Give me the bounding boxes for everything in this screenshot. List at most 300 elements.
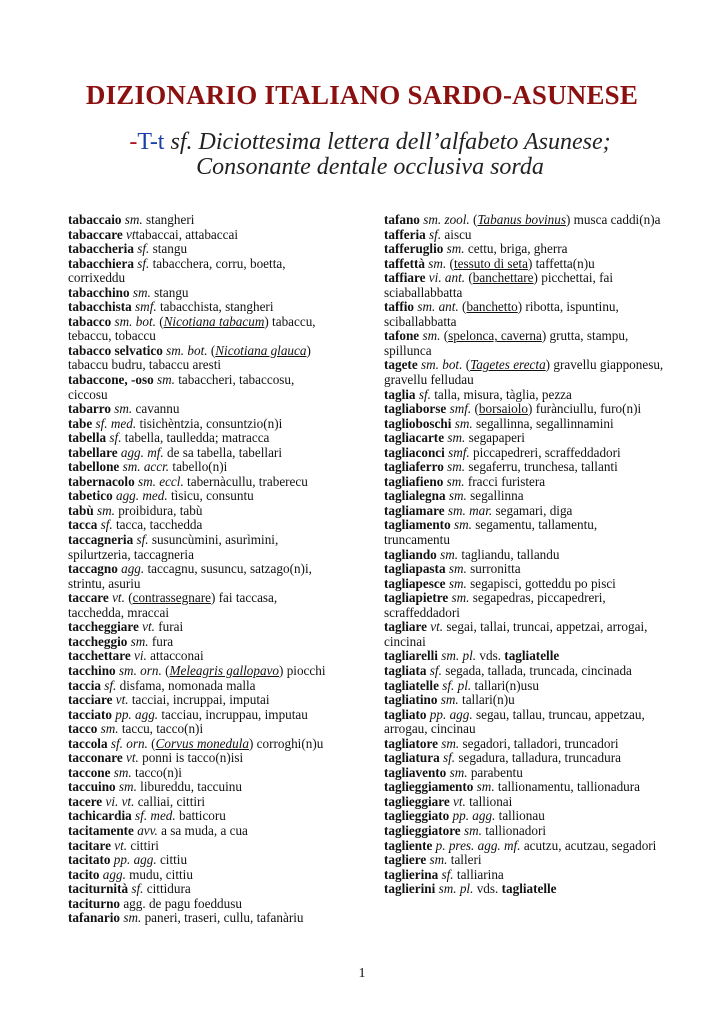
headword: tabellone (68, 459, 120, 475)
headword: tagliatelle (384, 677, 439, 693)
definition-text: ponni is tacco(n)isi (138, 750, 244, 766)
headword: tacciare (68, 692, 113, 708)
dictionary-entry (384, 417, 664, 432)
definition-text: segau, tallau, truncau, appetzau, arrogau, cincinau (384, 706, 645, 737)
grammar-label: sm. (123, 910, 142, 926)
synonym-gloss: banchettare (472, 270, 534, 286)
grammar-label: sf. (429, 226, 442, 242)
dictionary-entry (68, 911, 330, 926)
headword: taccare (68, 590, 109, 606)
headword: tabaccone, -oso (68, 372, 154, 388)
grammar-label: sf. orn. (110, 735, 148, 751)
headword: taciturnità (68, 881, 129, 897)
headword: tagliare (384, 619, 427, 635)
definition-text: agg. de pagu foeddusu (120, 895, 242, 911)
headword: tagliaconci (384, 444, 445, 460)
dictionary-entry (68, 446, 330, 461)
headword: tagliatino (384, 692, 438, 708)
grammar-label: smf. (449, 401, 472, 417)
latin-name: Tabanus bovinus (477, 212, 566, 227)
headword: taglierini (384, 881, 436, 897)
definition-text: segadori, talladori, truncadori (459, 735, 619, 751)
dictionary-entry (384, 679, 664, 694)
definition-text: ) furànciullu, furo(n)i (528, 401, 642, 417)
left-column (68, 213, 330, 926)
definition-text: fura (148, 633, 174, 649)
definition-text: tallionamentu, tallionadura (494, 779, 641, 795)
dictionary-entry (68, 344, 330, 373)
dictionary-entry (384, 853, 664, 868)
dictionary-entry (384, 577, 664, 592)
headword: taglierina (384, 866, 439, 882)
grammar-label: sf. (442, 750, 456, 766)
definition-text: surronitta (466, 561, 521, 577)
definition-text: tallari(n)usu (471, 677, 539, 693)
definition-text: stangheri (142, 212, 195, 227)
definition-text: segaferru, trunchesa, tallanti (465, 459, 618, 475)
grammar-label: sf. (109, 430, 122, 446)
headword: tagliavento (384, 764, 447, 780)
grammar-label: pp. agg. (115, 706, 159, 722)
headword: tacere (68, 793, 103, 809)
page-title: DIZIONARIO ITALIANO SARDO-ASUNESE (85, 80, 639, 110)
grammar-label: pp. agg. (429, 706, 473, 722)
headword: taccone (68, 764, 111, 780)
grammar-label: sm. (157, 372, 175, 388)
grammar-label: sm. (124, 212, 143, 227)
dictionary-entry (384, 548, 664, 563)
definition-text: ( (465, 270, 473, 286)
grammar-label: sm. (449, 764, 468, 780)
dictionary-entry (384, 809, 664, 824)
grammar-label: vt. (142, 619, 155, 635)
definition-text: ) grutta, stampu, spillunca (384, 328, 629, 358)
dictionary-entry (384, 649, 664, 664)
heading-dash: - (129, 129, 138, 155)
grammar-label: vi. ant. (428, 270, 466, 286)
grammar-label: vt. (125, 750, 139, 766)
definition-text: libureddu, taccuinu (136, 779, 242, 795)
definition-text: ( (207, 342, 216, 358)
definition-text: cittiu (156, 852, 188, 868)
grammar-label: pp. agg. (452, 808, 496, 824)
dictionary-entry (384, 446, 664, 461)
dictionary-entry (384, 504, 664, 519)
headword: taccagno (68, 561, 118, 577)
grammar-label: sm. pl. (438, 881, 474, 897)
dictionary-entry (68, 431, 330, 446)
grammar-label: sm. (96, 502, 115, 518)
definition-text: ( (161, 662, 170, 678)
dictionary-entry (68, 417, 330, 432)
dictionary-entry (384, 460, 664, 475)
grammar-label: vi. (134, 648, 147, 664)
grammar-label: sm. (114, 401, 133, 417)
headword: taccheggio (68, 633, 128, 649)
dictionary-entry (384, 620, 664, 649)
grammar-label: sm. (447, 459, 466, 475)
synonym-gloss: banchetto (466, 299, 518, 315)
dictionary-entry (384, 693, 664, 708)
definition-text: paneri, traseri, cullu, tafanàriu (141, 910, 304, 926)
grammar-label: sf. (137, 255, 150, 271)
grammar-label: sm. (448, 561, 467, 577)
definition-text: taccagnu, susuncu, satzago(n)i, strintu, asuriu (68, 561, 312, 591)
grammar-label: vt. (430, 619, 444, 635)
headword: tabaccare (68, 226, 123, 242)
definition-text: segadura, talladura, truncadura (455, 750, 621, 766)
grammar-label: agg. (102, 866, 126, 882)
definition-text: ) fai taccasa, tacchedda, mraccai (68, 590, 278, 620)
definition-text: furai (154, 619, 184, 635)
definition-text: mudu, cittiu (125, 866, 193, 882)
heading-definition-line-1: sf. Diciottesima lettera dell’alfabeto Asunese; (164, 129, 611, 155)
heading-definition-line-2: Consonante dentale occlusiva sorda (196, 154, 544, 180)
headword: tagliato (384, 706, 427, 722)
headword: tagliando (384, 546, 437, 562)
grammar-label: vt. (112, 590, 125, 606)
dictionary-entry (68, 460, 330, 475)
dictionary-entry (68, 300, 330, 315)
definition-text: ) tabaccu budru, tabaccu aresti (68, 342, 311, 373)
dictionary-entry (384, 839, 664, 854)
grammar-label: sm. (441, 735, 460, 751)
dictionary-entry (68, 897, 330, 912)
definition-text: fracci furistera (464, 473, 546, 489)
dictionary-entry (68, 679, 330, 694)
dictionary-entry (384, 431, 664, 446)
grammar-label: sm. (453, 517, 472, 533)
headword: tacitamente (68, 822, 134, 838)
grammar-label: sf. (429, 662, 442, 678)
latin-name: Meleagris gallopavo (169, 662, 280, 678)
grammar-label: sm. (113, 764, 132, 780)
headword: tabella (68, 430, 107, 446)
headword: tagliarelli (384, 648, 438, 664)
definition-text: tallionai (465, 793, 513, 809)
headword: tagliapasta (384, 561, 446, 577)
latin-name: Nicotiana glauca (215, 342, 307, 358)
headword: tagliatelle (504, 648, 560, 664)
definition-text: ) gravellu giapponesu, gravellu felludau (384, 357, 664, 388)
headword: taffio (384, 299, 415, 315)
grammar-label: sm. (476, 779, 495, 795)
definition-text: attacconai (146, 648, 204, 664)
definition-text: stangu (150, 284, 189, 300)
headword: taffettà (384, 255, 425, 271)
headword: tabacchino (68, 284, 130, 300)
dictionary-entry (68, 635, 330, 650)
definition-text: tabaccheri, tabaccosu, ciccosu (68, 372, 295, 402)
grammar-label: vt. (452, 793, 466, 809)
synonym-gloss: contrassegnare (132, 590, 211, 606)
grammar-label: sm. (446, 241, 465, 257)
letter-heading (60, 130, 680, 180)
definition-text: piccapedreri, scraffeddadori (469, 444, 621, 460)
headword: tabe (68, 415, 93, 431)
headword: tafferia (384, 226, 426, 242)
definition-text: tabernàcullu, traberecu (183, 473, 308, 489)
definition-text: cettu, briga, gherra (464, 241, 568, 257)
definition-text: tacca, tacchedda (112, 517, 203, 533)
grammar-label: sm. accr. (122, 459, 170, 475)
definition-text: talliarina (453, 866, 504, 882)
grammar-label: sm. (132, 284, 151, 300)
dictionary-entry (384, 824, 664, 839)
definition-text: segai, tallai, truncai, appetzai, arrogai, cincinai (384, 619, 648, 649)
grammar-label: sf. (100, 517, 113, 533)
definition-text: ( (155, 313, 164, 329)
definition-text: tìsicu, consuntu (167, 488, 254, 504)
headword: tagliatore (384, 735, 438, 751)
definition-text: tabello(n)i (169, 459, 228, 475)
dictionary-entry (68, 722, 330, 737)
grammar-label: sm. (428, 255, 447, 271)
definition-text: segapaperi (465, 430, 525, 446)
latin-name: Tagetes erecta (470, 357, 546, 373)
headword: tagliata (384, 662, 427, 678)
dictionary-entry (68, 649, 330, 664)
headword: tacitato (68, 852, 111, 868)
dictionary-entry (68, 475, 330, 490)
dictionary-entry (68, 242, 330, 257)
definition-text: ( (462, 357, 471, 373)
grammar-label: avv. (137, 822, 158, 838)
grammar-label: vt. (115, 692, 129, 708)
definition-text: segamari, diga (492, 502, 573, 518)
headword: tagliamento (384, 517, 451, 533)
headword: tagliapesce (384, 575, 446, 591)
definition-text: vds. (476, 648, 505, 664)
headword: taffiare (384, 270, 426, 286)
headword: tabaccaio (68, 212, 122, 227)
grammar-label: sm. (447, 430, 466, 446)
dictionary-entry (68, 839, 330, 854)
headword: tagete (384, 357, 418, 373)
definition-text: tabacchista, stangheri (156, 299, 274, 315)
grammar-label: agg. mf. (120, 444, 164, 460)
definition-text: ( (471, 401, 479, 417)
dictionary-entry (384, 708, 664, 737)
dictionary-entry (384, 591, 664, 620)
dictionary-entry (384, 795, 664, 810)
grammar-label: smf. (135, 299, 157, 315)
dictionary-entry (68, 533, 330, 562)
synonym-gloss: tessuto di seta (453, 255, 528, 271)
definition-text: segada, tallada, truncada, cincinada (441, 662, 632, 678)
definition-text: segapedras, piccapedreri, scraffeddadori (384, 590, 606, 620)
synonym-gloss: spelonca, caverna (448, 328, 542, 344)
definition-text: tallionadori (481, 822, 547, 838)
dictionary-entry (384, 882, 664, 897)
synonym-gloss: borsaiolo (478, 401, 528, 417)
headword: tacco (68, 721, 98, 737)
dictionary-entry (384, 780, 664, 795)
dictionary-entry (68, 853, 330, 868)
right-column (384, 213, 664, 897)
headword: tagliapietre (384, 590, 449, 606)
dictionary-entry (384, 562, 664, 577)
definition-text: ) musca caddi(n)a (565, 212, 661, 227)
definition-text: talleri (447, 852, 482, 868)
definition-text: ( (446, 255, 454, 271)
headword: tacchino (68, 662, 116, 678)
headword: tagliaferro (384, 459, 444, 475)
headword: tabellare (68, 444, 118, 460)
definition-text: parabentu (467, 764, 523, 780)
definition-text: tabaccai, attabaccai (135, 226, 239, 242)
headword: taglieggiato (384, 808, 450, 824)
dictionary-entry (384, 388, 664, 403)
definition-text: tabella, taulledda; matracca (121, 430, 270, 446)
dictionary-entry (68, 795, 330, 810)
grammar-label: sm. orn. (118, 662, 162, 678)
dictionary-entry (68, 693, 330, 708)
definition-text: segapisci, gotteddu po pisci (466, 575, 616, 591)
headword: taglieggiare (384, 793, 450, 809)
dictionary-entry (384, 664, 664, 679)
dictionary-entry (384, 271, 664, 300)
headword: taccuino (68, 779, 116, 795)
headword: tafferuglio (384, 241, 444, 257)
headword: tabaccheria (68, 241, 134, 257)
grammar-label: sm. (429, 852, 448, 868)
grammar-label: sf. pl. (442, 677, 472, 693)
definition-text: de sa tabella, tabellari (163, 444, 282, 460)
dictionary-entry (384, 868, 664, 883)
dictionary-entry (384, 358, 664, 387)
dictionary-entry (384, 242, 664, 257)
grammar-label: vt. (114, 837, 128, 853)
dictionary-entry (68, 402, 330, 417)
definition-text: ( (469, 212, 478, 227)
dictionary-entry (68, 824, 330, 839)
headword: tabarro (68, 401, 111, 417)
grammar-label: vt (125, 226, 136, 242)
definition-text: disfama, nomonada malla (116, 677, 256, 693)
dictionary-entry (68, 766, 330, 781)
headword: tacchettare (68, 648, 131, 664)
grammar-label: sf. (418, 386, 431, 402)
dictionary-entry (68, 373, 330, 402)
grammar-label: sm. (100, 721, 119, 737)
grammar-label: sm. (448, 488, 467, 504)
dictionary-entry (384, 489, 664, 504)
dictionary-entry (68, 562, 330, 591)
dictionary-entry (384, 213, 664, 228)
dictionary-entry (384, 766, 664, 781)
headword: tacca (68, 517, 98, 533)
definition-text: ( (124, 590, 133, 606)
grammar-label: sm. (130, 633, 149, 649)
headword: tacconare (68, 750, 123, 766)
headword: tagliere (384, 852, 427, 868)
grammar-label: sm. (451, 590, 470, 606)
definition-text: vds. (473, 881, 502, 897)
headword: tacitare (68, 837, 111, 853)
grammar-label: sm. (422, 328, 441, 344)
dictionary-entry (68, 708, 330, 723)
definition-text: tacciai, incruppai, imputai (128, 692, 270, 708)
definition-text: ) ribotta, ispuntinu, sciballabbatta (384, 299, 619, 329)
headword: taccola (68, 735, 108, 751)
dictionary-entry (68, 809, 330, 824)
grammar-label: sm. (446, 473, 465, 489)
dictionary-entry (384, 228, 664, 243)
grammar-label: sm. (440, 546, 459, 562)
dictionary-entry (68, 882, 330, 897)
definition-text: proibidura, tabù (114, 502, 203, 518)
dictionary-entry (384, 402, 664, 417)
definition-text: ( (147, 735, 156, 751)
definition-text: tagliandu, tallandu (458, 546, 560, 562)
definition-text: cavannu (132, 401, 180, 417)
definition-text: segallinna, segallinnamini (472, 415, 614, 431)
headword: tagliacarte (384, 430, 445, 446)
definition-text: tabacchera, corru, boetta, corrixeddu (68, 255, 286, 286)
grammar-label: sf. (136, 532, 149, 548)
grammar-label: sm. eccl. (137, 473, 184, 489)
definition-text: acutzu, acutzau, segadori (520, 837, 657, 853)
grammar-label: p. pres. agg. mf. (435, 837, 521, 853)
grammar-label: sf. med. (95, 415, 137, 431)
dictionary-entry (384, 518, 664, 547)
definition-text: a sa muda, a cua (157, 822, 248, 838)
dictionary-entry (68, 591, 330, 620)
headword: tabacchiera (68, 255, 134, 271)
headword: tafanario (68, 910, 121, 926)
grammar-label: smf. (448, 444, 470, 460)
dictionary-entry (68, 504, 330, 519)
definition-text: tisichèntzia, consuntzio(n)i (136, 415, 283, 431)
definition-text: cittidura (143, 881, 191, 897)
headword: tacito (68, 866, 100, 882)
headword: tagliafieno (384, 473, 444, 489)
definition-text: segallinna (466, 488, 524, 504)
grammar-label: sm. mar. (447, 502, 493, 518)
page-number: 1 (358, 966, 366, 981)
definition-text: ( (440, 328, 449, 344)
definition-text: ) picchettai, fai sciaballabbatta (384, 270, 613, 300)
dictionary-entry (68, 213, 330, 228)
headword: tagliatelle (501, 881, 557, 897)
grammar-label: sm. ant. (417, 299, 459, 315)
definition-text: aiscu (441, 226, 472, 242)
dictionary-entry (68, 228, 330, 243)
dictionary-entry (68, 751, 330, 766)
definition-text: ) taffetta(n)u (527, 255, 595, 271)
dictionary-entry (384, 737, 664, 752)
grammar-label: sm. (448, 575, 467, 591)
headword: tabù (68, 502, 94, 518)
headword: taccagneria (68, 532, 134, 548)
definition-text: taccu, tacco(n)i (118, 721, 204, 737)
dictionary-entry (68, 518, 330, 533)
definition-text: cittiri (127, 837, 159, 853)
grammar-label: sm. zool. (423, 212, 470, 227)
grammar-label: sm. (118, 779, 137, 795)
definition-text: batticoru (175, 808, 226, 824)
dictionary-entry (384, 475, 664, 490)
headword: taccia (68, 677, 101, 693)
grammar-label: pp. agg. (113, 852, 157, 868)
headword: tabacco selvatico (68, 342, 163, 358)
latin-name: Corvus monedula (155, 735, 249, 751)
grammar-label: sf. (131, 881, 144, 897)
headword: tabetico (68, 488, 113, 504)
grammar-label: sm. (454, 415, 473, 431)
headword: taglioboschi (384, 415, 452, 431)
